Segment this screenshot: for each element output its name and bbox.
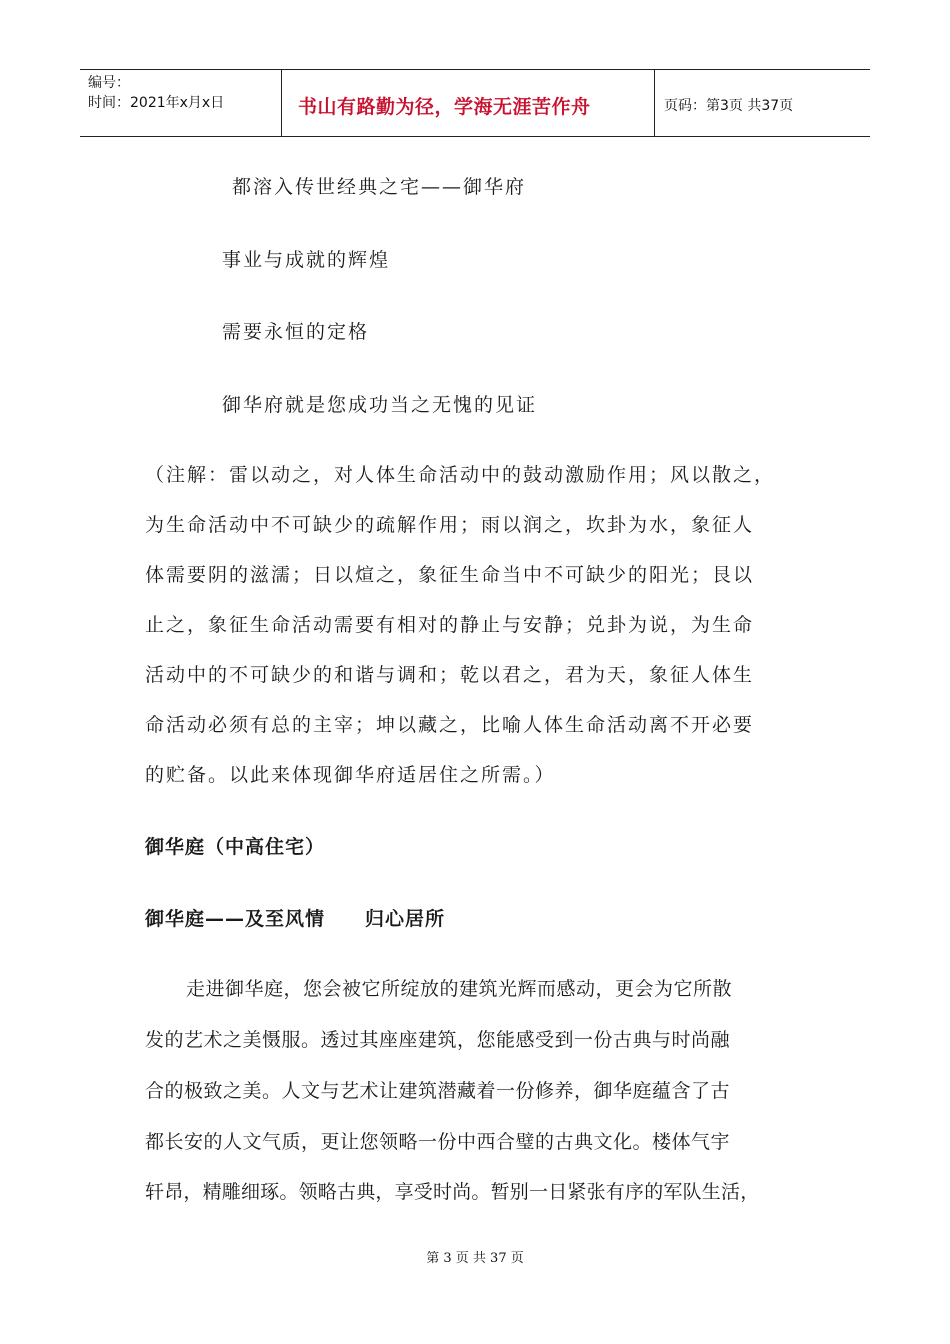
poem-line: 事业与成就的辉煌 <box>222 249 391 271</box>
header-top-rule <box>80 69 870 70</box>
header-page-info: 页码：第3页 共37页 <box>664 98 794 114</box>
poem-line: 需要永恒的定格 <box>222 321 370 343</box>
poem-line: 御华府就是您成功当之无愧的见证 <box>222 394 538 416</box>
header-divider-left <box>281 69 282 136</box>
note-line: 止之，象征生命活动需要有相对的静止与安静；兑卦为说，为生命 <box>145 614 755 636</box>
section-title: 御华庭（中高住宅） <box>145 836 326 858</box>
note-line: 为生命活动中不可缺少的疏解作用；雨以润之，坎卦为水，象征人 <box>145 514 755 536</box>
body-line: 轩昂，精雕细琢。领略古典，享受时尚。暂别一日紧张有序的军队生活， <box>145 1181 760 1203</box>
section-subtitle: 御华庭——及至风情 归心居所 <box>145 908 446 930</box>
note-line: 命活动必须有总的主宰；坤以藏之，比喻人体生命活动离不开必要 <box>145 714 755 736</box>
header-motto: 书山有路勤为径，学海无涯苦作舟 <box>298 96 591 118</box>
body-line: 合的极致之美。人文与艺术让建筑潜藏着一份修养，御华庭蕴含了古 <box>145 1080 731 1102</box>
body-line: 发的艺术之美慑服。透过其座座建筑，您能感受到一份古典与时尚融 <box>145 1029 731 1051</box>
page-footer: 第 3 页 共 37 页 <box>426 1251 524 1266</box>
body-line: 都长安的人文气质，更让您领略一份中西合璧的古典文化。楼体气宇 <box>145 1131 731 1153</box>
note-line: 活动中的不可缺少的和谐与调和；乾以君之，君为天，象征人体生 <box>145 664 755 686</box>
body-line: 走进御华庭，您会被它所绽放的建筑光辉而感动，更会为它所散 <box>186 978 733 1000</box>
note-line: 的贮备。以此来体现御华府适居住之所需。） <box>145 764 556 786</box>
note-line: 体需要阴的滋濡；日以煊之，象征生命当中不可缺少的阳光；艮以 <box>145 564 755 586</box>
header-divider-right <box>654 69 655 136</box>
header-bottom-rule <box>80 136 870 137</box>
header-number-label: 编号： <box>88 75 130 91</box>
poem-line: 都溶入传世经典之宅——御华府 <box>232 176 527 198</box>
header-time-label: 时间：2021年x月x日 <box>88 95 225 111</box>
note-line: （注解：雷以动之，对人体生命活动中的鼓动激励作用；风以散之， <box>145 464 776 486</box>
